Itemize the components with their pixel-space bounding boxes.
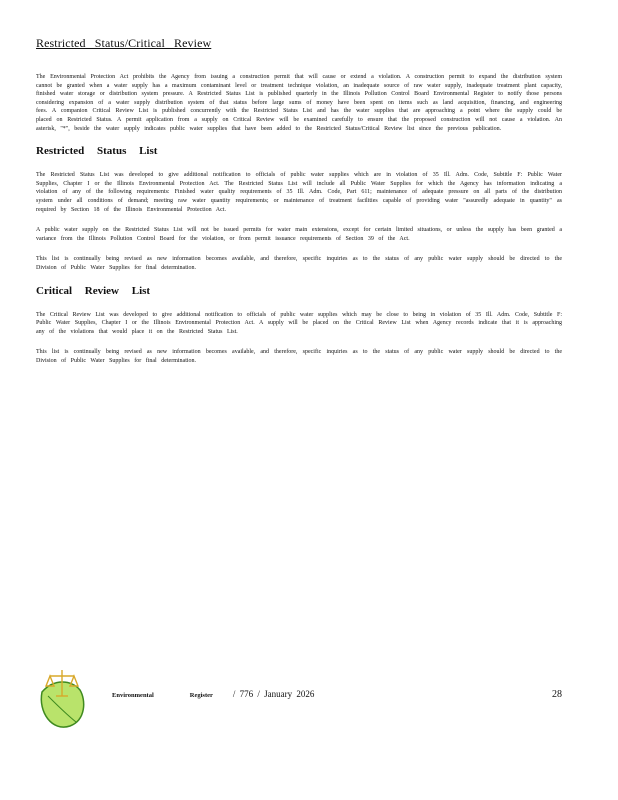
footer-page-number: 28 [552, 689, 562, 700]
page-footer [36, 662, 562, 742]
critical-paragraph-2: This list is continually being revised as new information becomes available, and therefore, specific inquiries as to the status of any public water supply should be directed to the Division of Public Water Supplies for final determination. [36, 349, 562, 364]
page-title: Restricted Status/Critical Review [36, 36, 212, 50]
footer-publication: Environmental [112, 692, 154, 699]
intro-paragraph: The Environmental Protection Act prohibits the Agency from issuing a construction permit that will cause or extend a violation. A construction permit to expand the distribution system cannot be granted when a water supply has a maximum contaminant level or treatment technique violation, an inadequate source of raw water supply, inadequate treatment plant capacity, finished water storage or distribution system pressure. A Restricted Status List is published quarterly in the Illinois Pollution Control Board Environmental Register to notify those persons considering expansion of a water supply distribution system of that status before large sums of money have been spent on items such as land acquisition, financing, and engineering fees. A companion Critical Review List is published concurrently with the Restricted Status List and has the water supplies that are approaching a point where the supply could be placed on Restricted Status. A permit application from a supply on Critical Review will be examined carefully to ensure that the proposed construction will not cause a violation. An asterisk, "*", beside the water supply indicates public water supplies that have been added to the Restricted Status/Critical Review list since the previous publication. [36, 74, 562, 132]
section-heading-restricted: Restricted Status List [36, 145, 158, 158]
section-heading-critical: Critical Review List [36, 284, 151, 297]
leaf-scales-logo-icon [36, 662, 88, 734]
footer-register: Register [189, 692, 213, 699]
restricted-paragraph-2: A public water supply on the Restricted Status List will not be issued permits for water main extensions, except for certain limited situations, or unless the supply has been granted a variance from the Illinois Pollution Control Board for the violation, or from permit issuance requirements of Section 39 of the Act. [36, 227, 562, 242]
restricted-paragraph-1: The Restricted Status List was developed to give additional notification to officials of public water supplies which are in violation of 35 Ill. Adm. Code, Subtitle F: Public Water Supplies, Chapter I or the Illinois Environmental Protection Act. The Restricted Status List will include all Public Water Supplies for which the Agency has information indicating a violation of any of the following requirements: Finished water quality requirements of 35 Ill. Adm. Code, Part 611; maintenance of adequate pressure on all parts of the distribution system under all conditions of demand; meeting raw water quantity requirements; or maintenance of treatment facilities capable of providing water "assuredly adequate in quantity" as required by Section 18 of the Illinois Environmental Protection Act. [36, 172, 562, 213]
footer-issue: / 776 / January 2026 [232, 689, 315, 699]
footer-text [112, 689, 562, 700]
document-page [36, 36, 562, 377]
critical-paragraph-1: The Critical Review List was developed to give additional notification to officials of public water supplies which may be close to being in violation of 35 Ill. Adm. Code, Subtitle F: Public Water Supplies, Chapter I or the Illinois Environmental Protection Act. A supply will be placed on the Critical Review List when Agency records indicate that it is approaching any of the violations that would place it on the Restricted Status List. [36, 311, 562, 335]
restricted-paragraph-3: This list is continually being revised as new information becomes available, and therefore, specific inquiries as to the status of any public water supply should be directed to the Division of Public Water Supplies for final determination. [36, 256, 562, 271]
